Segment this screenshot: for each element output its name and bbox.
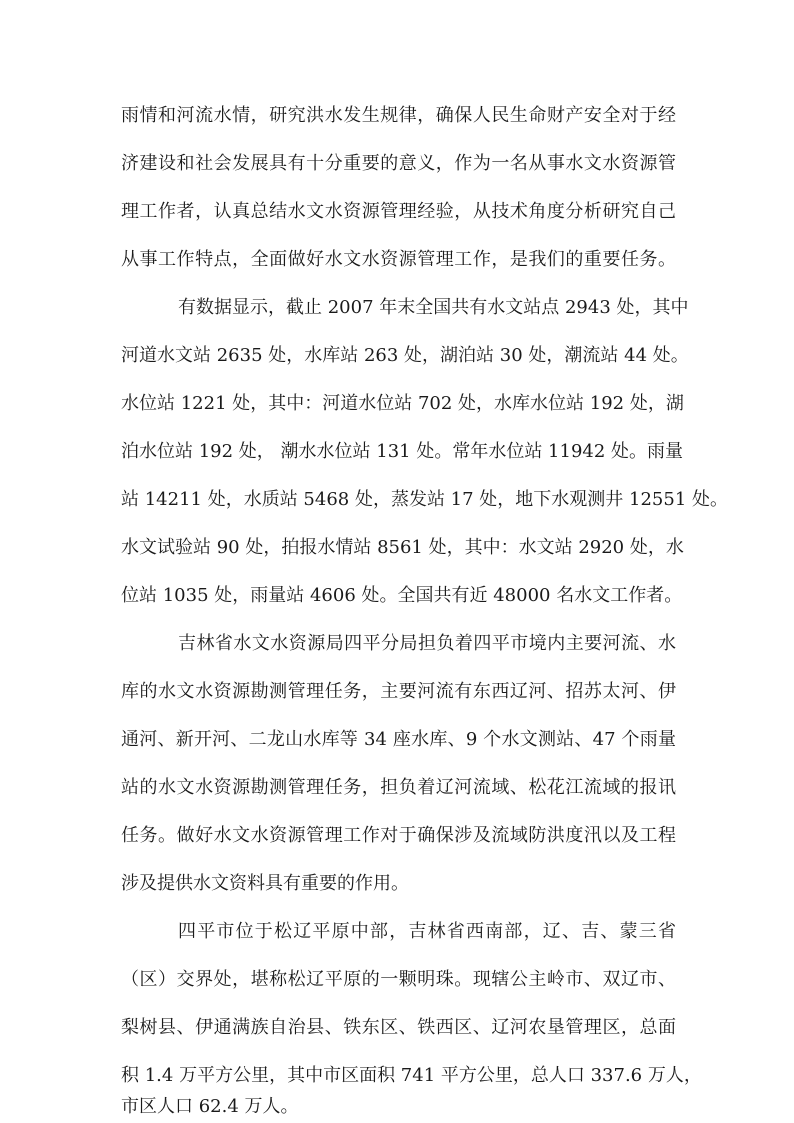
text-line: 泊水位站 192 处， 潮水水位站 131 处。常年水位站 11942 处。雨量 (121, 441, 684, 462)
text-line: 四平市位于松辽平原中部，吉林省西南部，辽、吉、蒙三省 (178, 921, 676, 942)
text-line: 河道水文站 2635 处，水库站 263 处，湖泊站 30 处，潮流站 44 处。 (121, 345, 689, 366)
text-line: 站 14211 处，水质站 5468 处，蒸发站 17 处，地下水观测井 12551 处。 (121, 489, 729, 510)
text-line: 吉林省水文水资源局四平分局担负着四平市境内主要河流、水 (178, 633, 676, 654)
text-line: 位站 1035 处，雨量站 4606 处。全国共有近 48000 名水文工作者。 (121, 585, 683, 606)
text-line: 积 1.4 万平方公里，其中市区面积 741 平方公里，总人口 337.6 万人， (121, 1065, 702, 1086)
text-line: 从事工作特点，全面做好水文水资源管理工作，是我们的重要任务。 (121, 249, 676, 270)
text-line: 济建设和社会发展具有十分重要的意义，作为一名从事水文水资源管 (121, 153, 676, 174)
text-line: 梨树县、伊通满族自治县、铁东区、铁西区、辽河农垦管理区，总面 (121, 1017, 676, 1038)
text-line: 理工作者，认真总结水文水资源管理经验，从技术角度分析研究自己 (121, 201, 676, 222)
text-line: 涉及提供水文资料具有重要的作用。 (121, 873, 409, 894)
text-line: 雨情和河流水情，研究洪水发生规律，确保人民生命财产安全对于经 (121, 105, 676, 126)
text-line: 通河、新开河、二龙山水库等 34 座水库、9 个水文测站、47 个雨量 (121, 729, 676, 750)
text-line: 市区人口 62.4 万人。 (121, 1096, 299, 1117)
text-line: 水文试验站 90 处，拍报水情站 8561 处，其中：水文站 2920 处，水 (121, 537, 684, 558)
text-line: 水位站 1221 处，其中：河道水位站 702 处，水库水位站 192 处，湖 (121, 393, 684, 414)
text-line: 任务。做好水文水资源管理工作对于确保涉及流域防洪度汛以及工程 (121, 825, 676, 846)
text-line: （区）交界处，堪称松辽平原的一颗明珠。现辖公主岭市、双辽市、 (121, 969, 676, 990)
text-line: 有数据显示，截止 2007 年末全国共有水文站点 2943 处，其中 (178, 297, 689, 318)
text-line: 站的水文水资源勘测管理任务，担负着辽河流域、松花江流域的报讯 (121, 777, 676, 798)
text-line: 库的水文水资源勘测管理任务，主要河流有东西辽河、招苏太河、伊 (121, 681, 676, 702)
